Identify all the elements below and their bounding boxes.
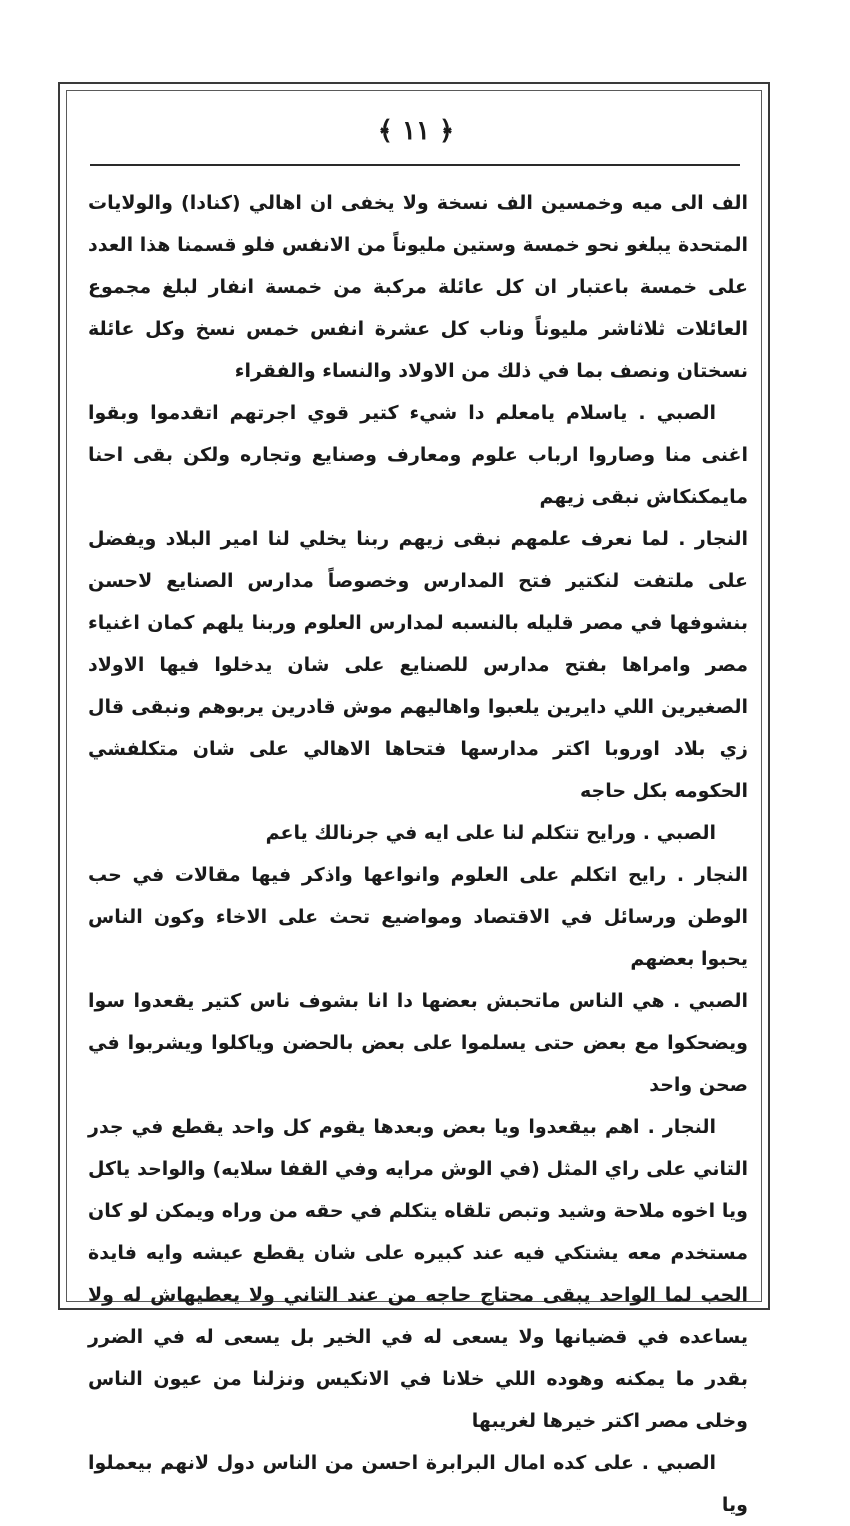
paragraph-1: الف الى ميه وخمسين الف نسخة ولا يخفى ان اهالي (كنادا) والولايات المتحدة يبلغو نحو خمسة وستين مليوناً من الانفس فلو قسمنا هذا العدد على خمسة باعتبار ان كل عائلة مركبة من خمسة انفار لبلغ مجموع العائلات ثلاثاشر مليوناً وناب كل عشرة انفس خمس نسخ وكل عائلة نسختان ونصف بما في ذلك من الاولاد والنساء والفقراء: [88, 192, 748, 382]
paragraph-2: الصبي . ياسلام يامعلم دا شيء كتير قوي اجرتهم اتقدموا وبقوا اغنى منا وصاروا ارباب علوم ومعارف وصنايع وتجاره ولكن بقى احنا مايمكنكاش نبقى زيهم: [88, 402, 748, 508]
paragraph-4: الصبي . ورايح تتكلم لنا على ايه في جرنالك ياعم: [265, 822, 716, 844]
paragraph-7: النجار . اهم بيقعدوا ويا بعض وبعدها يقوم كل واحد يقطع في جدر التاني على راي المثل (في الوش مرايه وفي القفا سلايه) والواحد ياكل ويا اخوه ملاحة وشيد وتبص تلقاه يتكلم في حقه من وراه ويمكن لو كان مستخدم معه يشتكي فيه عند كبيره على شان يقطع عيشه وايه فايدة الحب لما الواحد يبقى محتاج حاجه من عند التاني ولا يعطيهاش له ولا يساعده في قضيانها ولا يسعى له في الخير بل يسعى له في الضرر بقدر ما يمكنه وهوده اللي خلانا في الانكيس ونزلنا من عيون الناس وخلى مصر اكتر خيرها لغريبها: [88, 1116, 748, 1432]
paragraph-5: النجار . رايح اتكلم على العلوم وانواعها واذكر فيها مقالات في حب الوطن ورسائل في الاقتصاد ومواضيع تحث على الاخاء وكون الناس يحبوا بعضهم: [88, 864, 748, 970]
paragraph-6: الصبي . هي الناس ماتحبش بعضها دا انا بشوف ناس كتير يقعدوا سوا ويضحكوا مع بعض حتى يسلموا على بعض بالحضن وياكلوا ويشربوا في صحن واحد: [88, 990, 748, 1096]
paragraph-3: النجار . لما نعرف علمهم نبقى زيهم ربنا يخلي لنا امير البلاد ويفضل على ملتفت لنكتير فتح المدارس وخصوصاً مدارس الصنايع لاحسن بنشوفها في مصر قليله بالنسبه لمدارس العلوم وربنا يلهم كمان اغنياء مصر وامراها بفتح مدارس للصنايع على شان يدخلوا فيها الاولاد الصغيرين اللي دايرين يلعبوا واهاليهم موش قادرين يربوهم ونبقى قال زي بلاد اوروبا اكتر مدارسها فتحاها الاهالي على شان متكلفشي الحكومه بكل حاجه: [88, 528, 748, 802]
page-number: ﴾ ١١ ﴿: [377, 116, 455, 146]
paragraph-8: الصبي . على كده امال البرابرة احسن من الناس دول لانهم بيعملوا ويا: [88, 1452, 748, 1516]
page-header: [86, 108, 746, 158]
body-text: [88, 182, 748, 1526]
header-divider: [90, 164, 740, 166]
